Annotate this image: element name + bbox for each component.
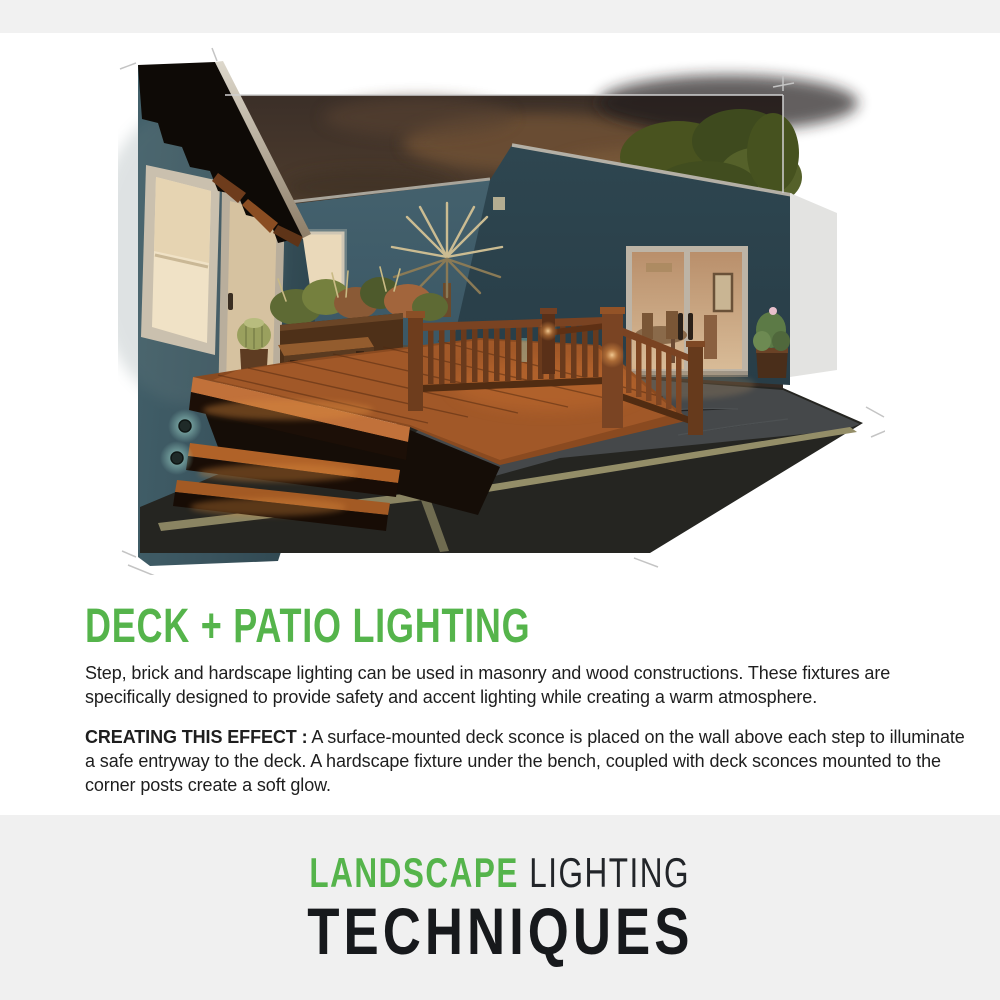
page-title-text: DECK + PATIO LIGHTING [85, 600, 531, 653]
brand-techniques: TECHNIQUES [306, 894, 694, 968]
white-gable-end [790, 193, 837, 377]
deck-patio-illustration [118, 45, 885, 575]
step-sconce [179, 420, 191, 432]
page-title [85, 600, 965, 653]
effect-label: CREATING THIS EFFECT : [85, 727, 308, 747]
effect-text: A surface-mounted deck sconce is placed on the wall above each step to illuminate a safe entryway to the deck. A hardscape fixture under the bench, coupled with deck sconces mounted to the corner posts create a soft glow. [85, 727, 965, 795]
content-section [85, 600, 965, 813]
deck-scene-svg [118, 45, 885, 575]
post-sconce-light [538, 321, 558, 341]
brand-landscape: LANDSCAPE [309, 849, 520, 896]
post-sconce-light [599, 342, 625, 368]
top-band [0, 0, 1000, 33]
intro-paragraph: Step, brick and hardscape lighting can be used in masonry and wood constructions. These fixtures are specifically designed to provide safety and accent lighting while creating a warm atmosphere. [85, 663, 891, 707]
brand-lighting: LIGHTING [529, 849, 691, 896]
step-sconce [171, 452, 183, 464]
brand-line-1 [0, 849, 1000, 896]
footer-brand [0, 815, 1000, 1000]
effect-paragraph [85, 725, 965, 797]
